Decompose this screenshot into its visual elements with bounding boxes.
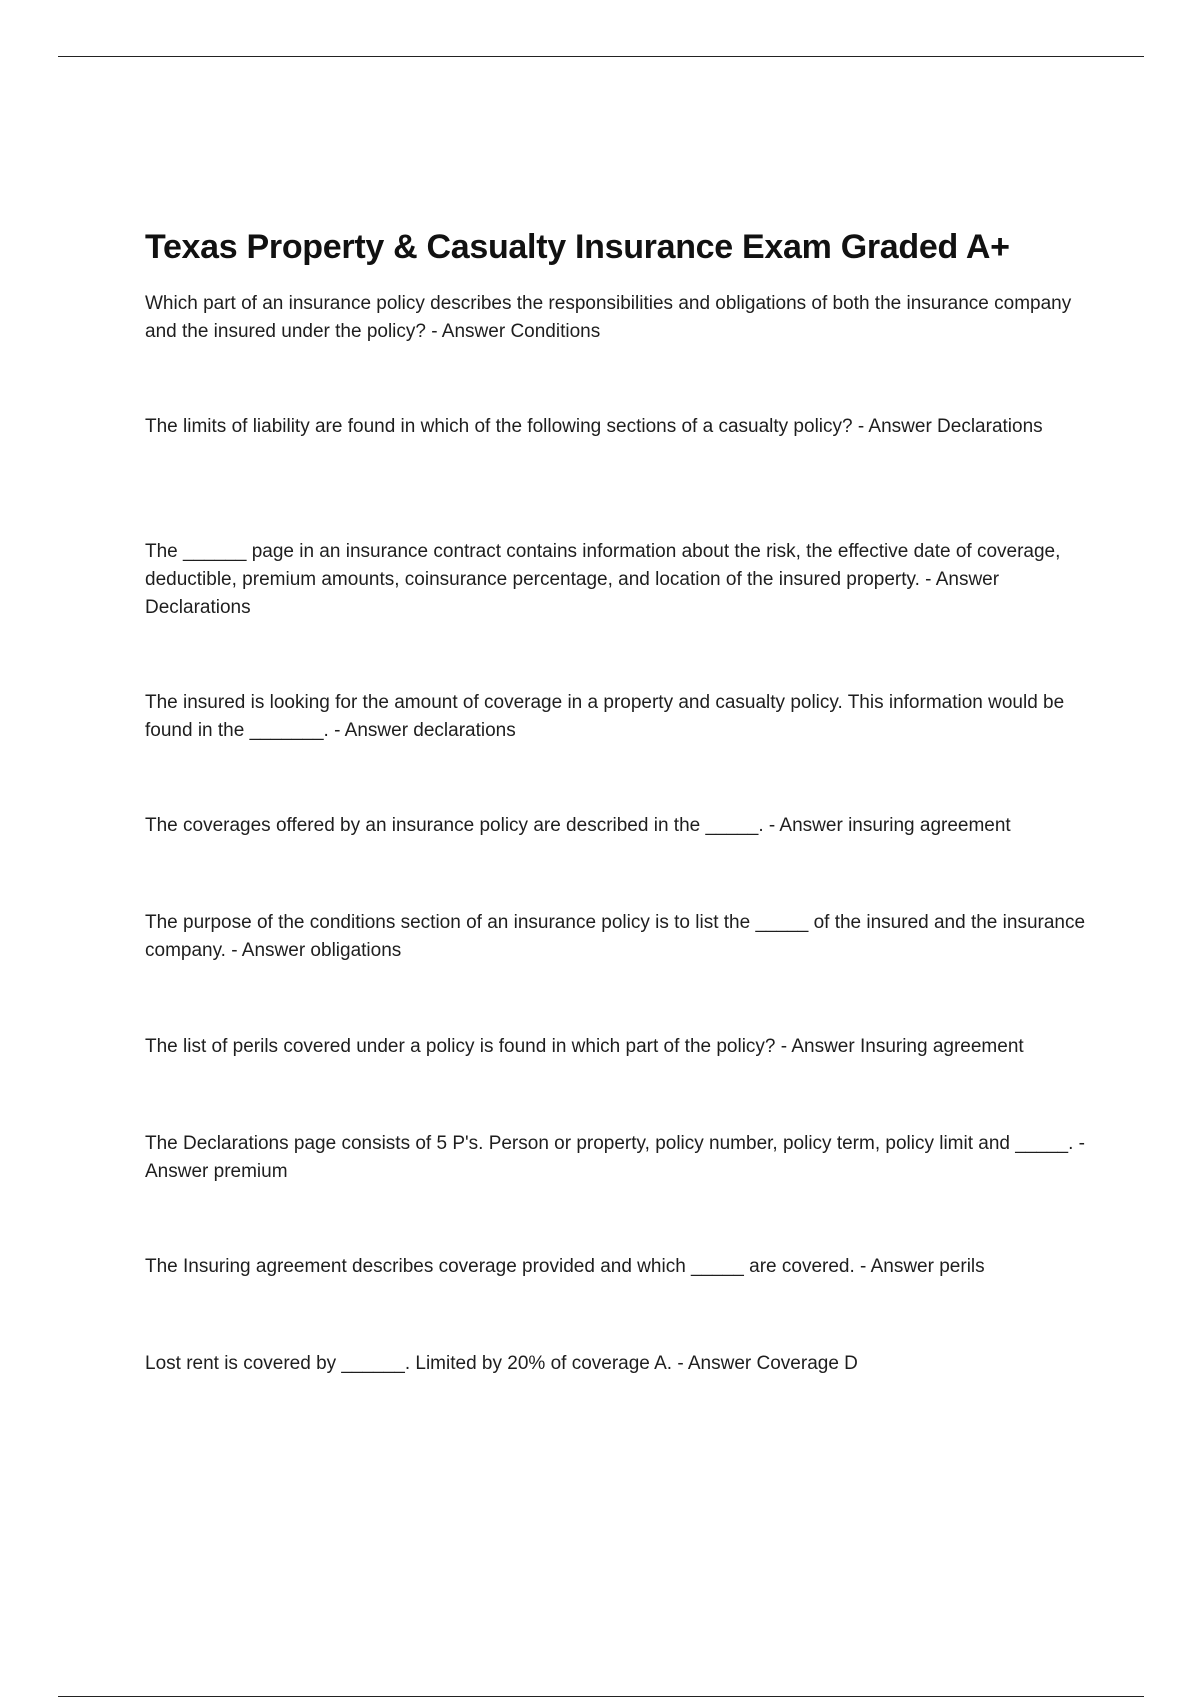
page-title: Texas Property & Casualty Insurance Exam Graded A+ bbox=[145, 228, 1010, 266]
qa-item-4: The insured is looking for the amount of coverage in a property and casualty policy. This information would be found in the _______. - Answer declarations bbox=[145, 692, 1065, 741]
qa-item-6: The purpose of the conditions section of an insurance policy is to list the _____ of the insured and the insurance company. - Answer obligations bbox=[145, 912, 1086, 961]
qa-item-1: Which part of an insurance policy describes the responsibilities and obligations of both the insurance company and the insured under the policy? - Answer Conditions bbox=[145, 293, 1072, 342]
top-divider bbox=[58, 56, 1144, 57]
qa-item-8: The Declarations page consists of 5 P's. Person or property, policy number, policy term, policy limit and _____. - Answer premium bbox=[145, 1133, 1085, 1182]
bottom-divider bbox=[58, 1696, 1144, 1697]
qa-item-3: The ______ page in an insurance contract contains information about the risk, the effective date of coverage, deductible, premium amounts, coinsurance percentage, and location of the insured property. - Answer Declarations bbox=[145, 541, 1061, 618]
qa-item-10: Lost rent is covered by ______. Limited by 20% of coverage A. - Answer Coverage D bbox=[145, 1353, 858, 1374]
qa-item-7: The list of perils covered under a policy is found in which part of the policy? - Answer Insuring agreement bbox=[145, 1036, 1024, 1057]
qa-item-9: The Insuring agreement describes coverage provided and which _____ are covered. - Answer perils bbox=[145, 1256, 985, 1277]
qa-item-5: The coverages offered by an insurance policy are described in the _____. - Answer insuring agreement bbox=[145, 815, 1011, 836]
qa-item-2: The limits of liability are found in which of the following sections of a casualty policy? - Answer Declarations bbox=[145, 416, 1043, 437]
